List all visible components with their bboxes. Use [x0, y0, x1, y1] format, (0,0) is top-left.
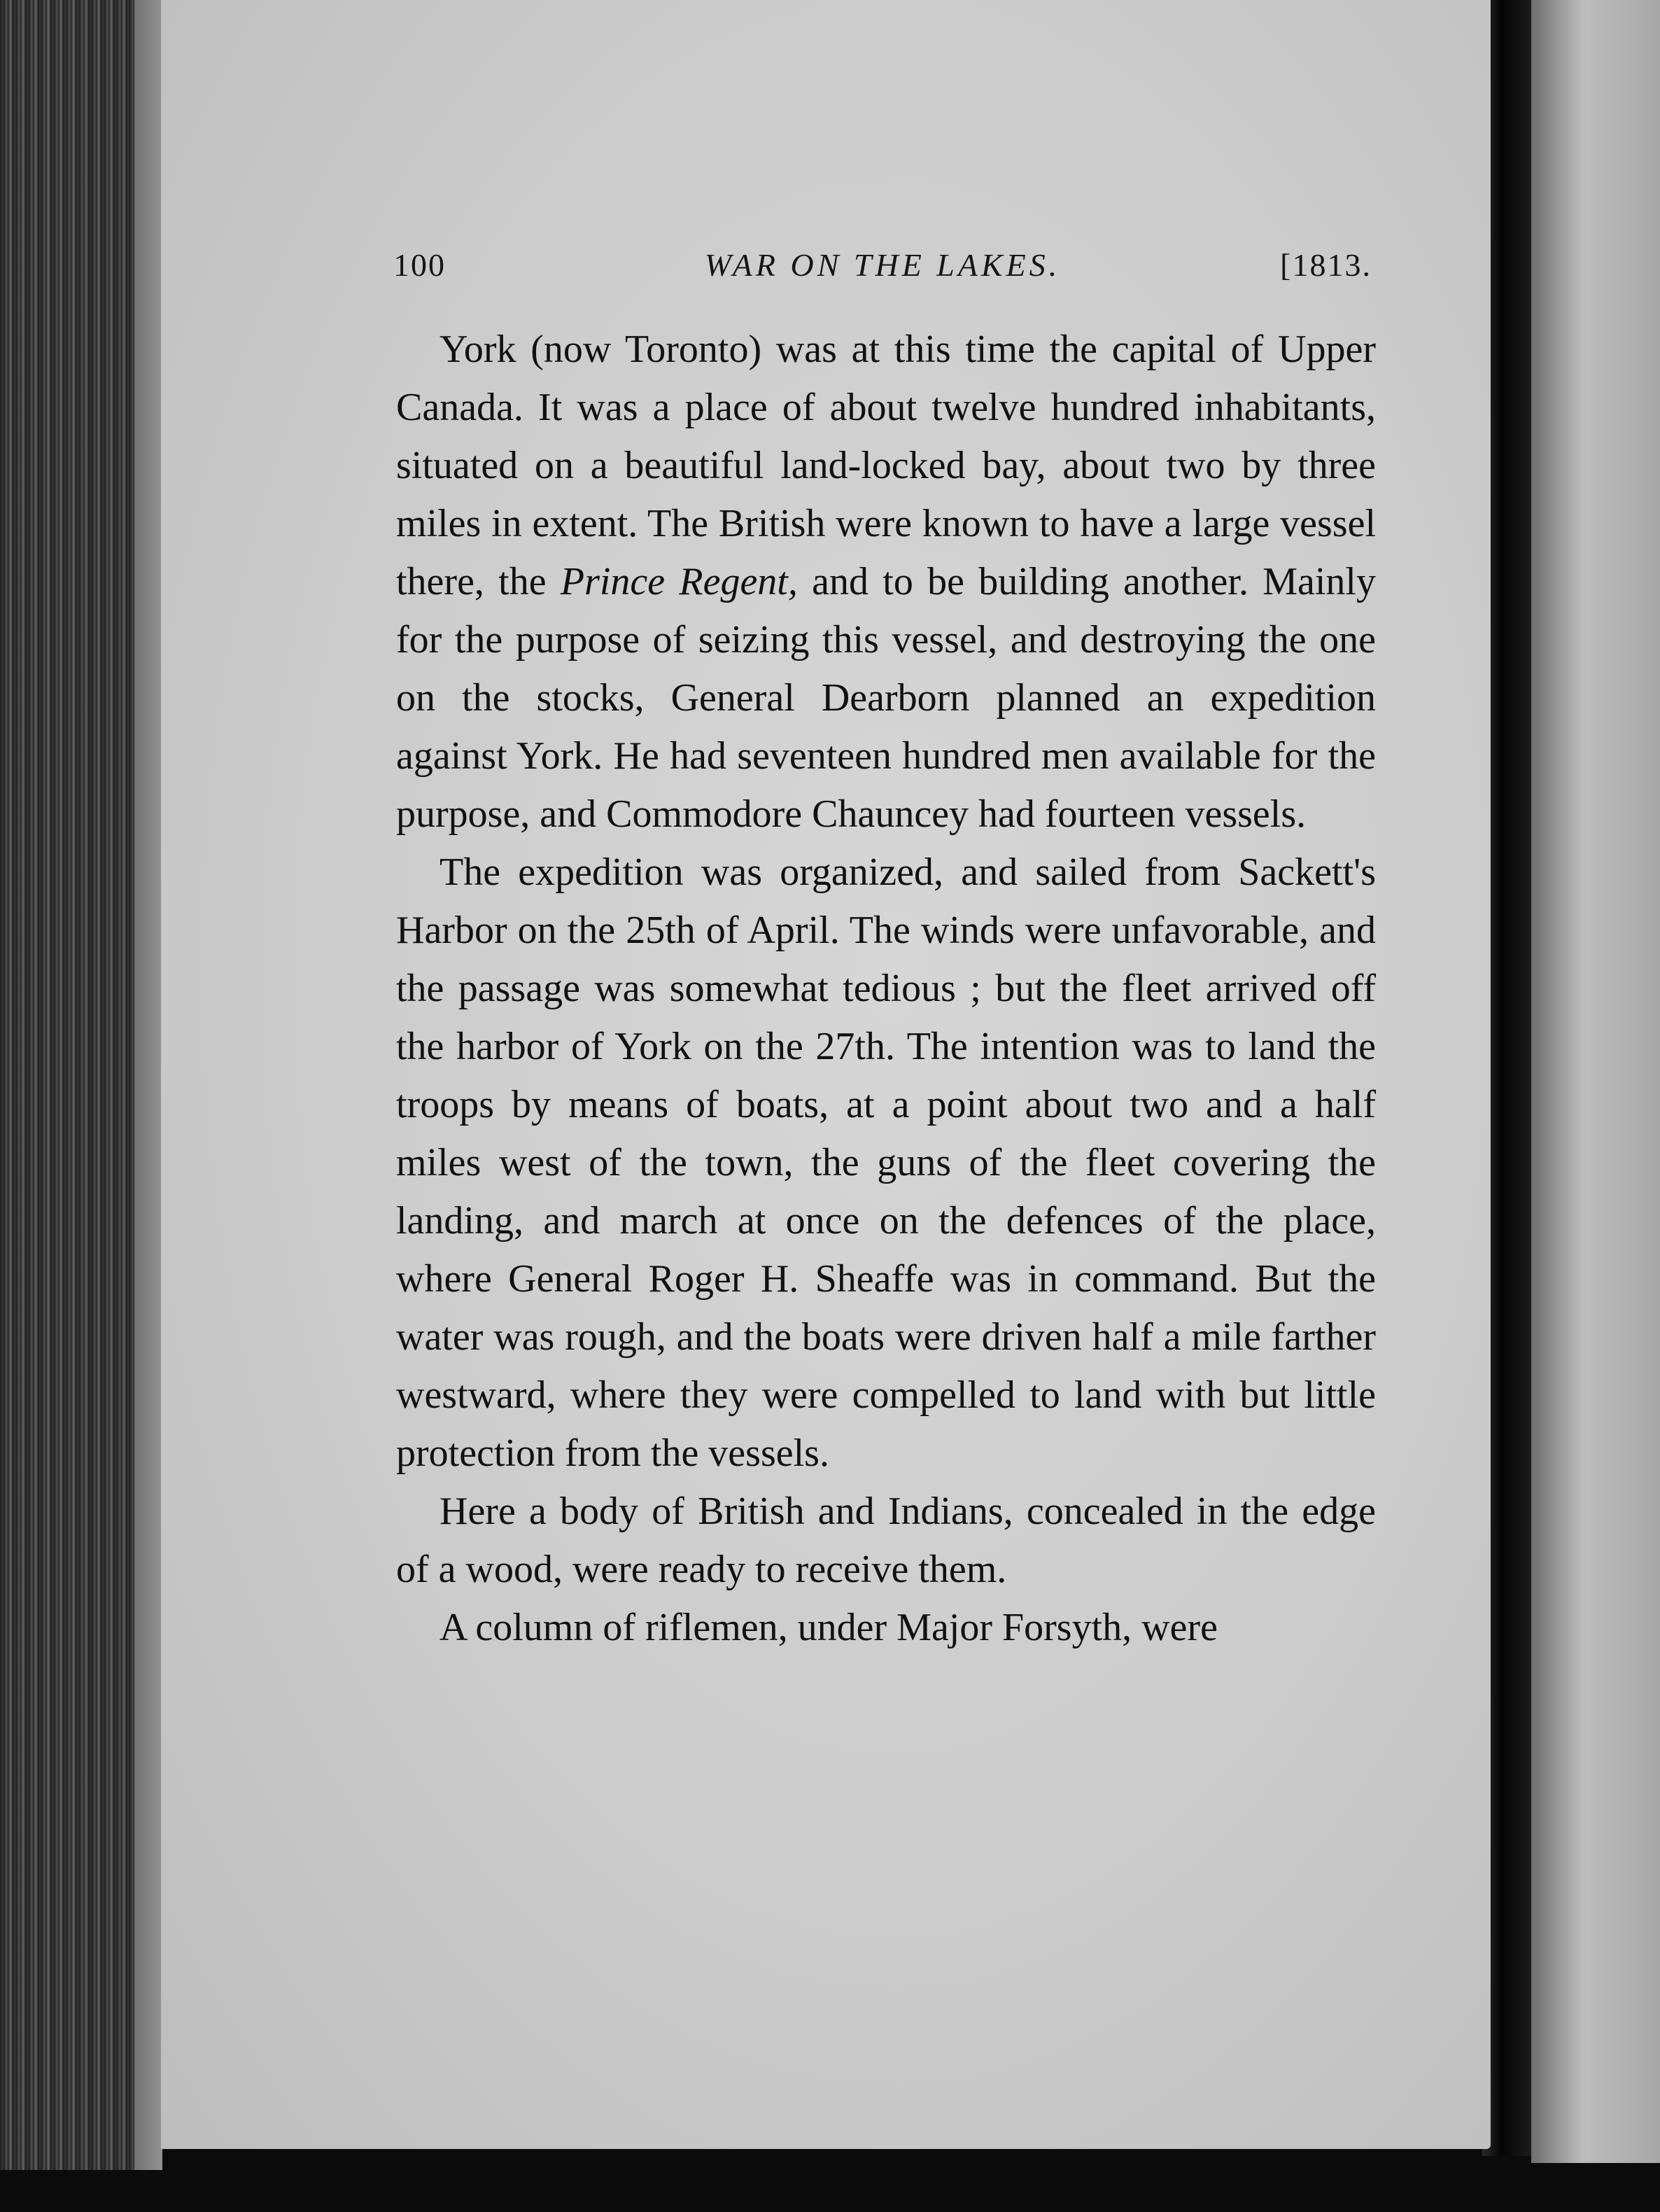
running-year: [1813. [1280, 247, 1372, 283]
body-text [396, 321, 1376, 1657]
running-head [393, 246, 1372, 288]
paragraph: Here a body of British and Indians, concealed in the edge of a wood, were ready to receive them. [396, 1490, 1376, 1591]
book-page-edges [0, 0, 162, 2170]
paragraph: A column of riflemen, under Major Forsyth, were [439, 1606, 1218, 1649]
running-title: WAR ON THE LAKES. [704, 247, 1061, 283]
paragraph: The expedition was organized, and sailed from Sackett's Harbor on the 25th of April. The winds were unfavorable, and the passage was somewhat tedious ; but the fleet arrived off the harbor of York on the 27th. The intention was to land the troops by means of boats, at a point about two and a half miles west of the town, the guns of the fleet covering the landing, and march at once on the defences of the place, where General Roger H. Sheaffe was in command. But the water was rough, and the boats were driven half a mile farther westward, where they were compelled to land with but little protection from the vessels. [396, 850, 1376, 1475]
paragraph-text: York (now Toronto) was at this time the capital of Upper Canada. It was a place of about twelve hundred inhabitants, situated on a beautiful land-locked bay, about two by three miles in extent. The British were known to have a large vessel there, the [396, 328, 1376, 603]
paragraph [396, 321, 1376, 844]
paragraph-text: and to be building another. Mainly for the purpose of seizing this vessel, and destroying the one on the stocks, General Dearborn planned an expedition against York. He had seventeen hundred men available for the purpose, and Commodore Chauncey had fourteen vessels. [396, 560, 1376, 836]
ship-name: Prince Regent, [560, 560, 798, 603]
facing-page-edge [1531, 0, 1660, 2163]
page-number: 100 [393, 247, 446, 283]
